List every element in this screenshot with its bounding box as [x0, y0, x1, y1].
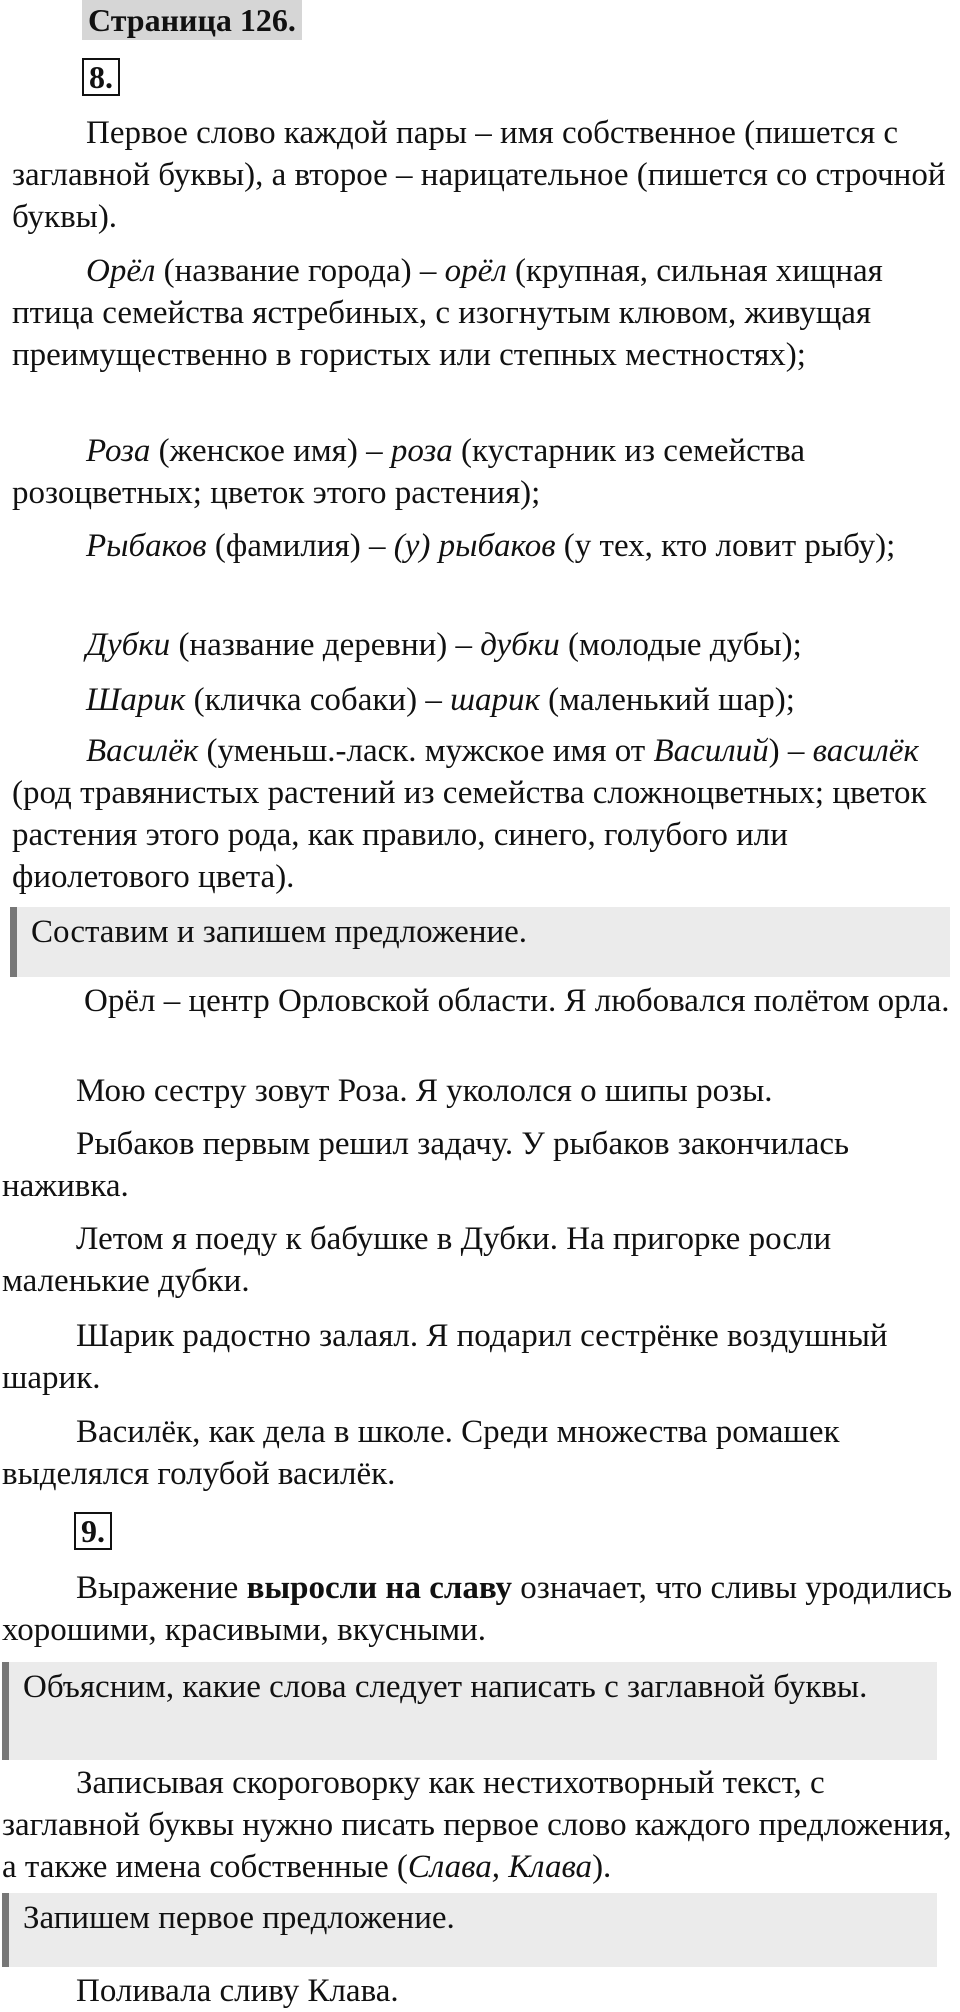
common-word: роза: [390, 433, 453, 469]
dash: –: [368, 528, 386, 564]
exercise-9-number: 9.: [74, 1512, 112, 1550]
proper-word: Роза: [86, 433, 151, 469]
exercise-9-intro: [2, 1567, 958, 1651]
common-word: орёл: [444, 253, 507, 289]
intro-text: Выражение: [76, 1570, 239, 1606]
common-note: (у тех, кто ловит рыбу);: [563, 528, 896, 564]
dash: –: [425, 682, 442, 718]
sentence-dubki: Летом я поеду к бабушке в Дубки. На пригорке росли маленькие дубки.: [2, 1221, 832, 1299]
proper-word: Василёк: [86, 733, 199, 769]
exercise-9-sentence: Поливала сливу Клава.: [76, 1973, 399, 2009]
explain-text-end: ).: [592, 1849, 612, 1885]
proper-word: Рыбаков: [86, 528, 207, 564]
task-label-explain: Объясним, какие слова следует написать с заглавной буквы.: [2, 1662, 937, 1760]
common-word: шарик: [450, 682, 540, 718]
pair-dubki: [12, 624, 952, 666]
sentence-roza: Мою сестру зовут Роза. Я укололся о шипы розы.: [76, 1073, 773, 1109]
intro-text-end: означает, что сливы уродились хорошими, красивыми, вкусными.: [2, 1570, 953, 1648]
proper-word: Дубки: [86, 627, 171, 663]
proper-note: (название деревни): [178, 627, 448, 663]
proper-note: (кличка собаки): [193, 682, 418, 718]
pair-rybakov: [12, 525, 952, 567]
dash: –: [419, 253, 437, 289]
task-label-compose: Составим и запишем предложение.: [10, 907, 950, 977]
names-italic: Слава, Клава: [407, 1849, 593, 1885]
proper-word: Шарик: [86, 682, 186, 718]
exercise-9-explanation: [2, 1762, 958, 1888]
common-note: (род травянистых растений из семейства сложноцветных; цветок растения этого рода, как правило, синего, голубого или фиолетового цвета).: [12, 775, 927, 895]
proper-note: (название города): [163, 253, 412, 289]
exercise-8-number: 8.: [82, 58, 120, 96]
task-label-write: Запишем первое предложение.: [2, 1893, 937, 1967]
proper-note-end: ) –: [768, 733, 805, 769]
sentence-sharik: Шарик радостно залаял. Я подарил сестрёнке воздушный шарик.: [2, 1318, 888, 1396]
exercise-8-intro: Первое слово каждой пары – имя собственное (пишется с заглавной буквы), а второе – нарицательное (пишется со строчной буквы).: [12, 115, 946, 235]
sentence-vasilek: Василёк, как дела в школе. Среди множества ромашек выделялся голубой василёк.: [2, 1414, 840, 1492]
proper-note: (фамилия): [214, 528, 361, 564]
pair-roza: [12, 430, 952, 514]
common-note: (маленький шар);: [548, 682, 795, 718]
page-heading: Страница 126.: [82, 0, 302, 40]
sentence-orel: Орёл – центр Орловской области. Я любовался полётом орла.: [84, 983, 950, 1019]
bold-phrase: выросли на славу: [246, 1570, 513, 1606]
common-note: (крупная, сильная хищная птица семейства ястребиных, с изогнутым клювом, живущая преимущественно в гористых или степных местностях);: [12, 253, 883, 373]
pair-vasilek: [12, 730, 952, 898]
common-word: (у) рыбаков: [393, 528, 556, 564]
pair-orel: [12, 250, 952, 376]
proper-note: (женское имя): [158, 433, 358, 469]
proper-word: Орёл: [86, 253, 156, 289]
common-note: (молодые дубы);: [567, 627, 802, 663]
dash: –: [455, 627, 473, 663]
sentence-rybakov: Рыбаков первым решил задачу. У рыбаков закончилась наживка.: [2, 1126, 850, 1204]
explain-text: Записывая скороговорку как нестихотворный текст, с заглавной буквы нужно писать первое слово каждого предложения, а также имена собственные (: [2, 1765, 952, 1885]
proper-note: (уменьш.-ласк. мужское имя от: [206, 733, 646, 769]
pair-sharik: [12, 679, 952, 721]
common-word: дубки: [480, 627, 560, 663]
base-name: Василий: [653, 733, 769, 769]
dash: –: [366, 433, 383, 469]
common-note: (кустарник из семейства розоцветных; цветок этого растения);: [12, 433, 806, 511]
common-word: василёк: [812, 733, 919, 769]
